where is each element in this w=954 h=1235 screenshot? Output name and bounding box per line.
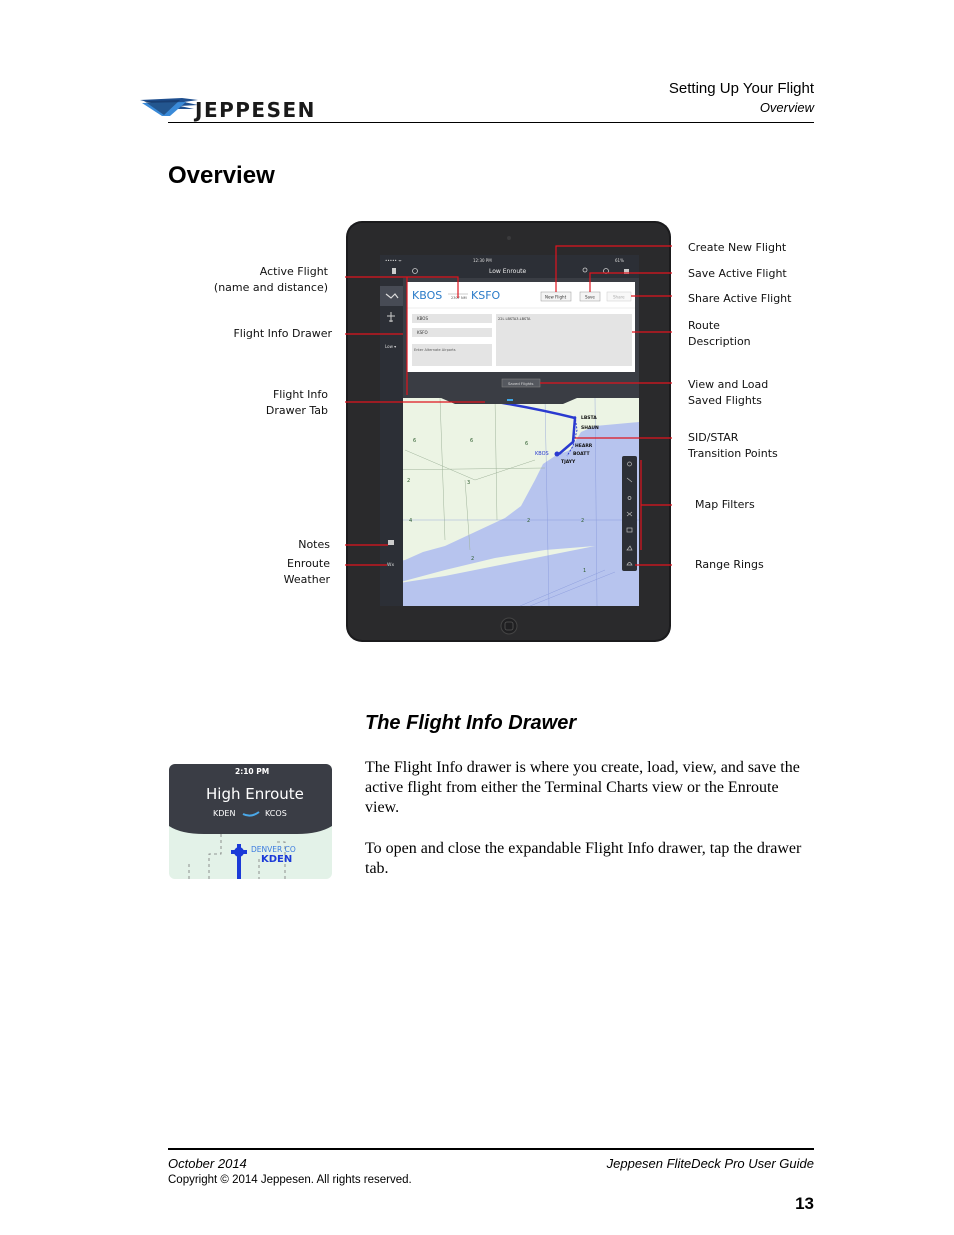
waypoint-tjayy: TJAYY [561,460,576,465]
low-menu: Low ▾ [385,344,397,349]
map-filter-toolbar [622,456,637,571]
high-enroute-thumbnail [169,764,332,879]
distance-text: 2307 NM [451,296,467,300]
page-number: 13 [795,1194,814,1213]
svg-text:6: 6 [470,438,474,444]
thumb-title: High Enroute [206,785,304,803]
header-rule [168,122,814,123]
notes-icon [388,540,394,545]
header-section: Setting Up Your Flight [668,80,814,97]
destination-code: KSFO [471,289,501,302]
svg-text:KSFO: KSFO [417,330,428,335]
callout-saved-flights: View and Load Saved Flights [688,378,769,407]
wx-button: Wx [387,563,395,568]
thumb-airport: KDEN [261,854,293,865]
document-icon [392,268,396,274]
callout-share-active-flight: Share Active Flight [688,292,792,305]
callout-map-filters: Map Filters [695,498,755,511]
svg-text:New Flight: New Flight [545,294,567,300]
callout-sid-star: SID/STAR Transition Points [688,431,778,460]
svg-text:3: 3 [467,480,471,486]
callout-drawer-tab: Flight Info Drawer Tab [265,388,328,417]
footer-date: October 2014 [168,1156,247,1171]
svg-text:6: 6 [525,441,529,447]
view-title: Low Enroute [489,268,527,275]
jeppesen-logo [140,96,350,122]
battery-text: 61% [615,258,624,263]
svg-text:2: 2 [527,518,531,524]
status-bar [380,255,639,265]
svg-text:JEPPESEN: JEPPESEN [195,98,316,122]
thumb-time: 2:10 PM [235,767,270,776]
callout-notes: Notes [298,538,330,551]
callout-create-new-flight: Create New Flight [688,241,787,254]
callout-range-rings: Range Rings [695,558,764,571]
svg-text:6: 6 [413,438,417,444]
footer-copyright: Copyright © 2014 Jeppesen. All rights reserved. [168,1174,412,1186]
waypoint-hearr: HEARR [575,444,593,449]
svg-text:1: 1 [583,568,587,574]
header-subsection: Overview [759,100,814,115]
svg-text:Saved Flights: Saved Flights [508,381,534,386]
svg-text:••••• ᯤ: ••••• ᯤ [385,258,402,263]
waypoint-boatt: BOATT [573,452,590,457]
ipad-figure [345,220,672,643]
footer-rule [168,1148,814,1150]
svg-text:2: 2 [471,556,475,562]
thumb-origin: KDEN [213,809,236,818]
waypoint-lbsta: LBSTA [581,416,597,421]
waypoint-shaun: SHAUN [581,426,599,431]
svg-text:Enter Alternate Airports: Enter Alternate Airports [414,348,456,352]
callout-flight-info-drawer: Flight Info Drawer [233,327,332,340]
svg-text:2: 2 [581,518,585,524]
callout-save-active-flight: Save Active Flight [688,267,787,280]
svg-text:22L LBSTA3.LBSTA: 22L LBSTA3.LBSTA [498,317,531,321]
page-title: Overview [168,162,275,189]
origin-code: KBOS [412,289,443,302]
status-time: 12:30 PM [473,258,492,263]
map-airport-label: KBOS [535,451,549,457]
footer-guide-title: Jeppesen FliteDeck Pro User Guide [606,1156,814,1171]
svg-text:Share: Share [613,294,625,300]
section-title: The Flight Info Drawer [365,712,577,734]
svg-text:4: 4 [409,518,413,524]
callout-route-description: Route Description [688,319,751,348]
callout-enroute-weather: Enroute Weather [283,557,330,586]
svg-text:KBOS: KBOS [417,316,428,321]
route-field [496,314,632,366]
svg-text:Save: Save [585,294,595,300]
thumb-destination: KCOS [265,809,287,818]
home-button-icon [501,618,517,634]
camera-icon [507,236,511,240]
paragraph-drawer-toggle: To open and close the expandable Flight Info drawer, tap the drawer tab. [365,840,802,877]
callout-active-flight: Active Flight (name and distance) [213,265,328,294]
svg-text:2: 2 [407,478,411,484]
thumb-place: DENVER CO [251,845,296,854]
paragraph-drawer-purpose: The Flight Info drawer is where you create, load, view, and save the active flight from either the Terminal Charts view or the Enroute view. [365,759,800,816]
